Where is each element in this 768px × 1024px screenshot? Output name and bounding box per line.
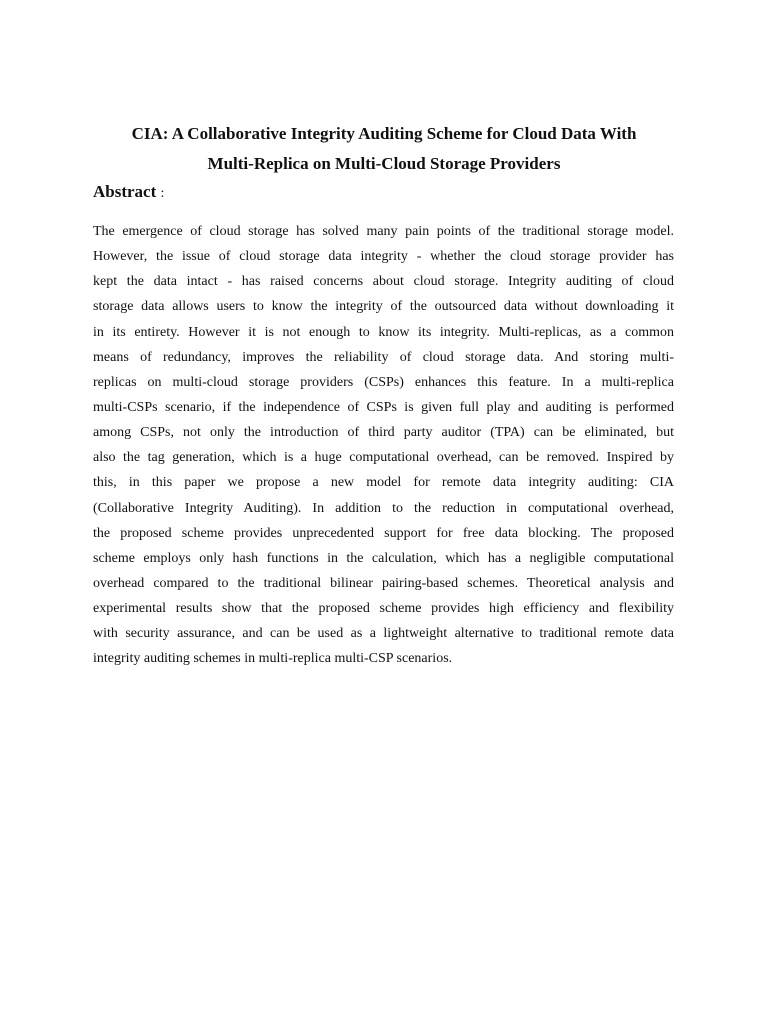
abstract-line: storage data allows users to know the integrity of the outsourced data without downloading it <box>93 299 674 315</box>
abstract-line: means of redundancy, improves the reliability of cloud storage data. And storing multi- <box>93 349 674 365</box>
abstract-line: in its entirety. However it is not enough to know its integrity. Multi-replicas, as a common <box>93 324 674 340</box>
abstract-line: kept the data intact - has raised concerns about cloud storage. Integrity auditing of cloud <box>93 274 674 290</box>
abstract-line: also the tag generation, which is a huge computational overhead, can be removed. Inspired by <box>93 450 674 466</box>
abstract-line: (Collaborative Integrity Auditing). In addition to the reduction in computational overhead, <box>93 500 674 516</box>
abstract-line: among CSPs, not only the introduction of third party auditor (TPA) can be eliminated, but <box>93 425 674 441</box>
abstract-line: scheme employs only hash functions in the calculation, which has a negligible computational <box>93 550 674 566</box>
abstract-line: multi-CSPs scenario, if the independence of CSPs is given full play and auditing is performed <box>93 399 674 415</box>
abstract-heading <box>93 178 164 208</box>
abstract-line: overhead compared to the traditional bilinear pairing-based schemes. Theoretical analysis and <box>93 575 674 591</box>
paper-title-line-2: Multi-Replica on Multi-Cloud Storage Providers <box>207 154 561 173</box>
abstract-line: experimental results show that the proposed scheme provides high efficiency and flexibility <box>93 601 674 617</box>
paper-title-line-1: CIA: A Collaborative Integrity Auditing Scheme for Cloud Data With <box>131 124 637 143</box>
abstract-label: Abstract <box>93 182 157 201</box>
abstract-line: this, in this paper we propose a new model for remote data integrity auditing: CIA <box>93 475 674 491</box>
abstract-body <box>93 219 674 672</box>
abstract-line: integrity auditing schemes in multi-replica multi-CSP scenarios. <box>93 651 453 667</box>
abstract-line: with security assurance, and can be used as a lightweight alternative to traditional remote data <box>93 626 674 642</box>
abstract-colon: : <box>160 186 165 201</box>
abstract-line: replicas on multi-cloud storage providers (CSPs) enhances this feature. In a multi-replica <box>93 374 674 390</box>
abstract-line: However, the issue of cloud storage data integrity - whether the cloud storage provider has <box>93 249 674 265</box>
abstract-line: the proposed scheme provides unprecedented support for free data blocking. The proposed <box>93 525 674 541</box>
abstract-line: The emergence of cloud storage has solved many pain points of the traditional storage model. <box>93 224 674 239</box>
